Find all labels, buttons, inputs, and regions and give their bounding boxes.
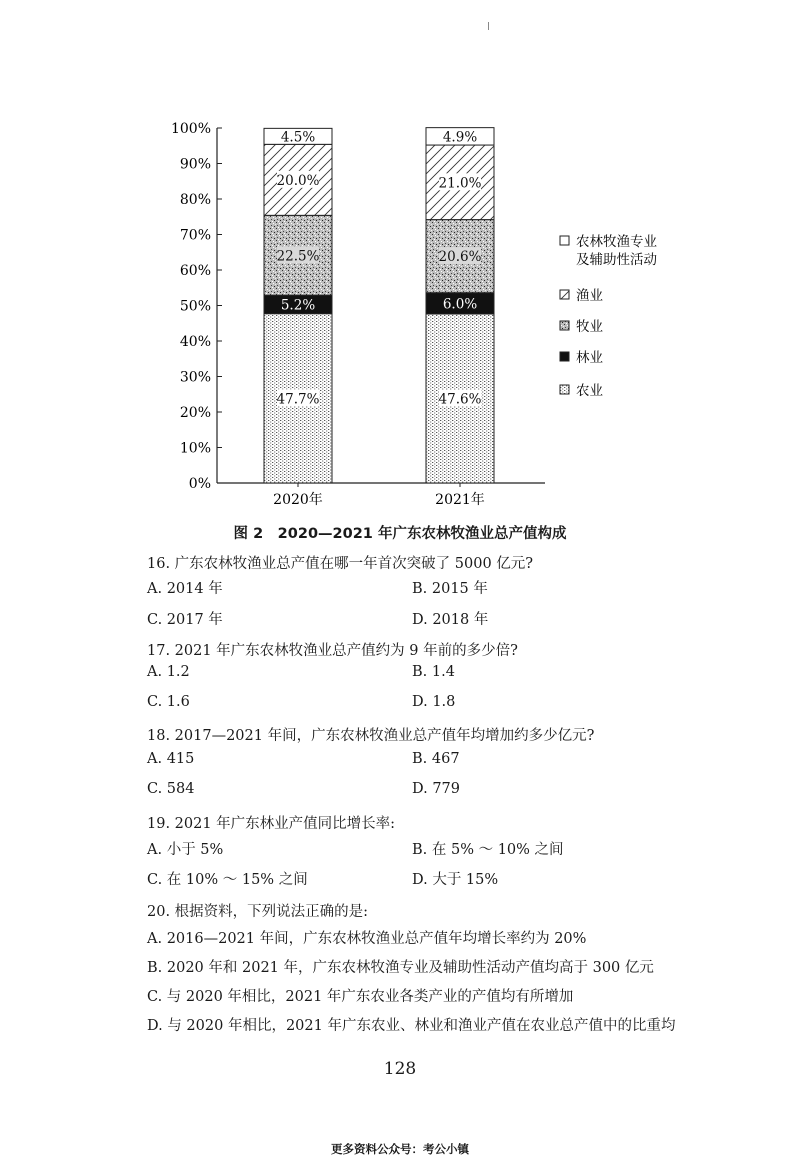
answer-option: A. 415 — [147, 751, 195, 767]
question-stem: 16. 广东农林牧渔业总产值在哪一年首次突破了 5000 亿元? — [147, 556, 534, 572]
legend-label: 林业 — [576, 350, 603, 366]
answer-option: A. 小于 5% — [147, 842, 224, 858]
legend-label: 渔业 — [576, 288, 603, 304]
data-label: 6.0% — [442, 296, 478, 313]
data-label: 22.5% — [276, 248, 320, 265]
legend-swatch — [560, 352, 569, 361]
answer-option: A. 1.2 — [147, 664, 190, 680]
legend-label: 及辅助性活动 — [576, 252, 657, 268]
y-tick-label: 20% — [179, 405, 211, 421]
page-number: 128 — [383, 1059, 417, 1079]
answer-option: B. 2015 年 — [412, 581, 488, 597]
data-label: 20.0% — [276, 172, 320, 189]
legend-label: 农业 — [576, 383, 603, 399]
answer-option: C. 584 — [147, 781, 195, 797]
x-tick-label: 2020年 — [273, 492, 323, 508]
y-tick-label: 30% — [179, 369, 211, 386]
answer-option: B. 在 5% ～ 10% 之间 — [412, 842, 564, 858]
legend-label: 牧业 — [576, 319, 603, 335]
y-tick-label: 0% — [188, 476, 211, 492]
answer-option: D. 1.8 — [412, 694, 456, 710]
answer-option: B. 1.4 — [412, 664, 455, 680]
y-tick-label: 60% — [179, 263, 211, 279]
data-label: 21.0% — [438, 175, 482, 192]
legend-swatch — [560, 385, 569, 394]
legend-swatch — [560, 321, 569, 330]
answer-option: D. 大于 15% — [412, 872, 499, 888]
answer-option: C. 1.6 — [147, 694, 190, 710]
y-tick-label: 70% — [179, 227, 211, 244]
answer-option: B. 2020 年和 2021 年，广东农林牧渔专业及辅助性活动产值均高于 300 亿元 — [147, 960, 654, 976]
answer-option: B. 467 — [412, 751, 460, 767]
data-label: 20.6% — [438, 249, 482, 266]
y-tick-label: 90% — [179, 156, 211, 173]
x-tick-label: 2021年 — [435, 492, 485, 508]
answer-option: C. 与 2020 年相比，2021 年广东农业各类产业的产值均有所增加 — [147, 989, 574, 1005]
legend-swatch — [560, 236, 569, 245]
question-stem: 20. 根据资料，下列说法正确的是: — [147, 904, 369, 920]
answer-option: D. 779 — [412, 781, 461, 797]
question-stem: 18. 2017—2021 年间，广东农林牧渔业总产值年均增加约多少亿元? — [147, 728, 595, 744]
question-stem: 17. 2021 年广东农林牧渔业总产值约为 9 年前的多少倍? — [147, 643, 518, 659]
answer-option: D. 2018 年 — [412, 612, 489, 628]
y-tick-label: 100% — [170, 121, 211, 137]
footer-note: 更多资料公众号：考公小镇 — [331, 1142, 469, 1156]
data-label: 5.2% — [280, 297, 316, 314]
answer-option: A. 2014 年 — [147, 581, 223, 597]
data-label: 47.6% — [438, 391, 482, 408]
y-tick-label: 10% — [179, 440, 211, 457]
data-label: 4.9% — [442, 129, 478, 146]
legend-label: 农林牧渔专业 — [576, 234, 657, 250]
data-label: 47.7% — [276, 391, 320, 408]
figure-caption: 图 2 2020—2021 年广东农林牧渔业总产值构成 — [233, 526, 567, 542]
answer-option: D. 与 2020 年相比，2021 年广东农业、林业和渔业产值在农业总产值中的比重均 — [147, 1018, 676, 1034]
answer-option: A. 2016—2021 年间，广东农林牧渔业总产值年均增长率约为 20% — [147, 931, 587, 947]
y-tick-label: 40% — [179, 334, 211, 350]
y-tick-label: 50% — [179, 298, 211, 315]
answer-option: C. 在 10% ～ 15% 之间 — [147, 872, 308, 888]
stacked-bar-chart — [0, 0, 800, 520]
legend-swatch — [560, 290, 569, 299]
y-tick-label: 80% — [179, 192, 211, 208]
data-label: 4.5% — [280, 129, 316, 146]
answer-option: C. 2017 年 — [147, 612, 223, 628]
question-stem: 19. 2021 年广东林业产值同比增长率: — [147, 816, 396, 832]
